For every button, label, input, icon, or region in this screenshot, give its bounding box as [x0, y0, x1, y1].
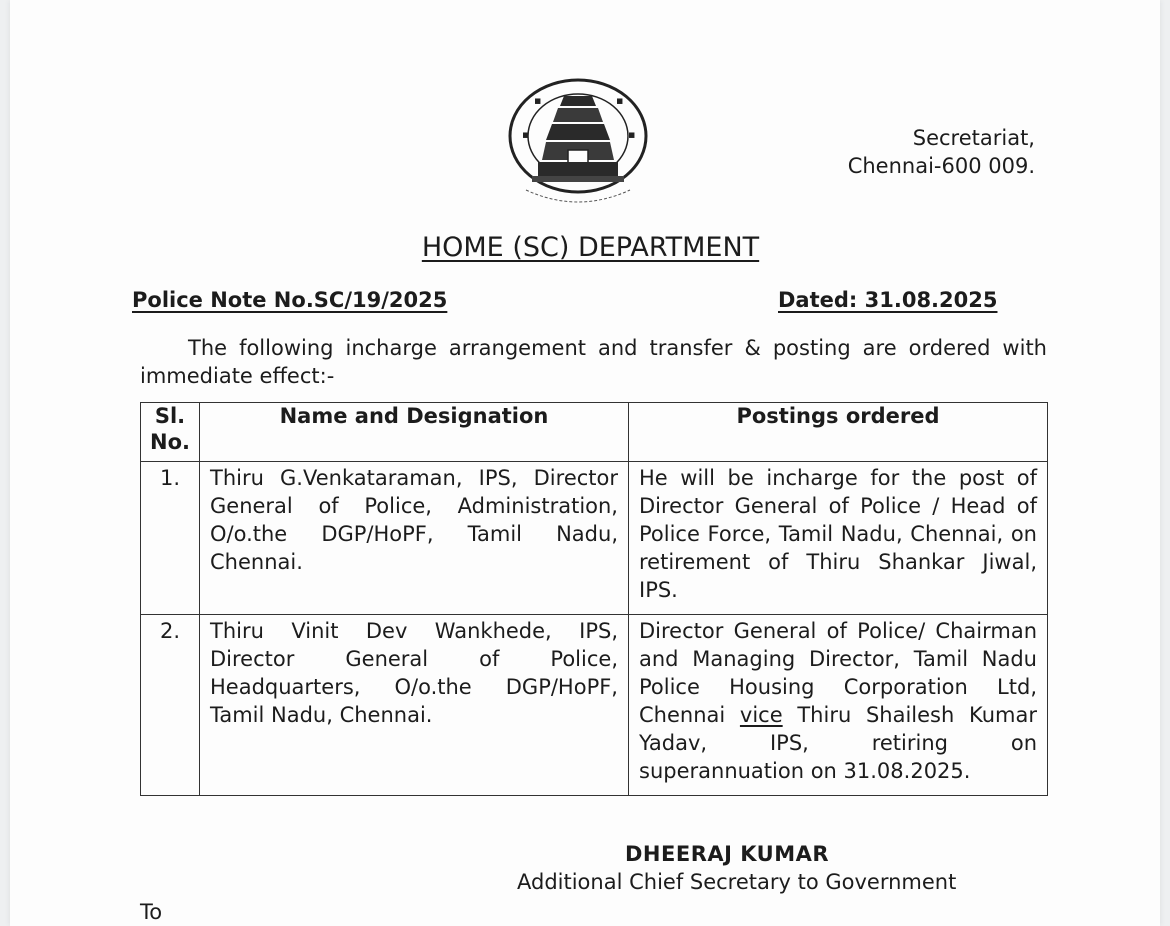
- table-row: [141, 462, 1048, 615]
- svg-text:▪: ▪: [534, 94, 542, 107]
- signatory-title: Additional Chief Secretary to Government: [517, 870, 957, 894]
- row-posting-ordered: [629, 615, 1048, 796]
- table-header-row: [141, 403, 1048, 462]
- header-postings-ordered: Postings ordered: [629, 403, 1048, 462]
- postings-table: [140, 402, 1048, 796]
- address-line-2: Chennai-600 009.: [847, 154, 1035, 178]
- intro-paragraph: The following incharge arrangement and transfer & posting are ordered with immediate effect:-: [140, 336, 1047, 388]
- row-sl-number: 1.: [141, 462, 200, 615]
- row-sl-number: 2.: [141, 615, 200, 796]
- posting-text-part: Thiru Shailesh Kumar Yadav, IPS, retiring on superannuation on 31.08.2025.: [639, 703, 1037, 783]
- address-line-1: Secretariat,: [912, 126, 1035, 150]
- table-row: [141, 615, 1048, 796]
- row-posting-ordered: He will be incharge for the post of Director General of Police / Head of Police Force, Tamil Nadu, Chennai, on retirement of Thiru Shankar Jiwal, IPS.: [629, 462, 1048, 615]
- police-note-number: Police Note No.SC/19/2025: [132, 288, 448, 312]
- address-block: [810, 124, 1035, 180]
- posting-text-part: Director General of Police/ Chairman and Managing Director, Tamil Nadu Police Housing Corporation Ltd, Chennai: [639, 619, 1037, 727]
- svg-text:▪: ▪: [628, 128, 636, 141]
- svg-text:▪: ▪: [616, 94, 624, 107]
- signatory-name: DHEERAJ KUMAR: [625, 842, 830, 866]
- tamil-nadu-emblem-icon: [506, 78, 656, 210]
- row-name-designation: Thiru G.Venkataraman, IPS, Director General of Police, Administration, O/o.the DGP/HoPF, Tamil Nadu, Chennai.: [200, 462, 629, 615]
- posting-vice-word: vice: [739, 703, 783, 727]
- row-name-designation: Thiru Vinit Dev Wankhede, IPS, Director General of Police, Headquarters, O/o.the DGP/HoPF, Tamil Nadu, Chennai.: [200, 615, 629, 796]
- header-name-designation: Name and Designation: [200, 403, 629, 462]
- to-label: To: [140, 900, 163, 924]
- header-no-label: No.: [150, 430, 190, 454]
- department-heading: HOME (SC) DEPARTMENT: [421, 232, 760, 263]
- svg-text:▪: ▪: [522, 128, 530, 141]
- header-sl-no: [141, 403, 200, 462]
- note-date: Dated: 31.08.2025: [778, 288, 998, 312]
- header-sl-label: Sl.: [154, 404, 186, 428]
- document-page: [10, 0, 1160, 926]
